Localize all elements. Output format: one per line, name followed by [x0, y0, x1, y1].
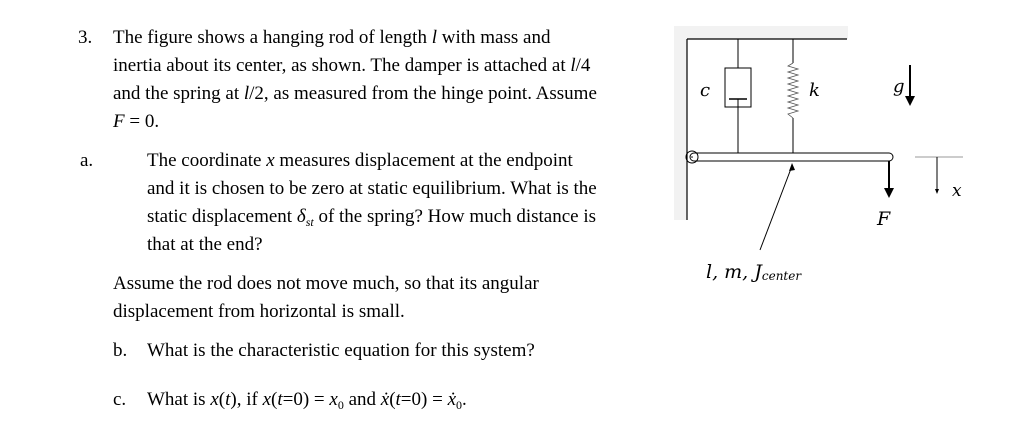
intro-line: inertia about its center, as shown. The damper is attached at l/4	[113, 55, 591, 76]
question-number: 3.	[78, 27, 93, 48]
damper	[725, 39, 751, 153]
ceiling-hatch	[674, 26, 848, 39]
intro-line: F = 0.	[113, 111, 160, 132]
force-label: F	[877, 208, 891, 230]
part-a-label: a.	[80, 150, 94, 171]
force-arrow	[884, 161, 894, 198]
rod	[690, 153, 893, 161]
spring	[788, 39, 798, 153]
part-c-label: c.	[113, 389, 127, 410]
wall-hatch	[674, 26, 687, 220]
damper-label: c	[700, 80, 711, 101]
spring-label: k	[809, 80, 820, 101]
part-b-line: What is the characteristic equation for this system?	[147, 340, 535, 361]
part-a-line: that at the end?	[147, 234, 263, 255]
part-a-line: The coordinate x measures displacement at the endpoint	[147, 150, 573, 171]
part-a-line: and it is chosen to be zero at static equilibrium. What is the	[147, 178, 597, 199]
assume-line: displacement from horizontal is small.	[113, 301, 405, 322]
part-c-line: What is x(t), if $x(t=0) = x_0$ and ẋ(t=0) = ẋ$_0$.	[147, 389, 467, 412]
intro-line: and the spring at l/2, as measured from the hinge point. Assume	[113, 83, 597, 104]
intro-line: The figure shows a hanging rod of length l with mass and	[113, 27, 551, 48]
rod-label: l, m, Jcenter	[706, 261, 802, 283]
gravity-arrow	[905, 65, 915, 106]
part-b-label: b.	[113, 340, 128, 361]
assume-line: Assume the rod does not move much, so that its angular	[113, 273, 539, 294]
part-a-line: static displacement $\delta_{st}$ of the spring? How much distance is	[147, 206, 597, 229]
coordinate-label: x	[952, 181, 962, 201]
pointer-line	[760, 166, 792, 250]
gravity-label: g	[893, 76, 905, 97]
